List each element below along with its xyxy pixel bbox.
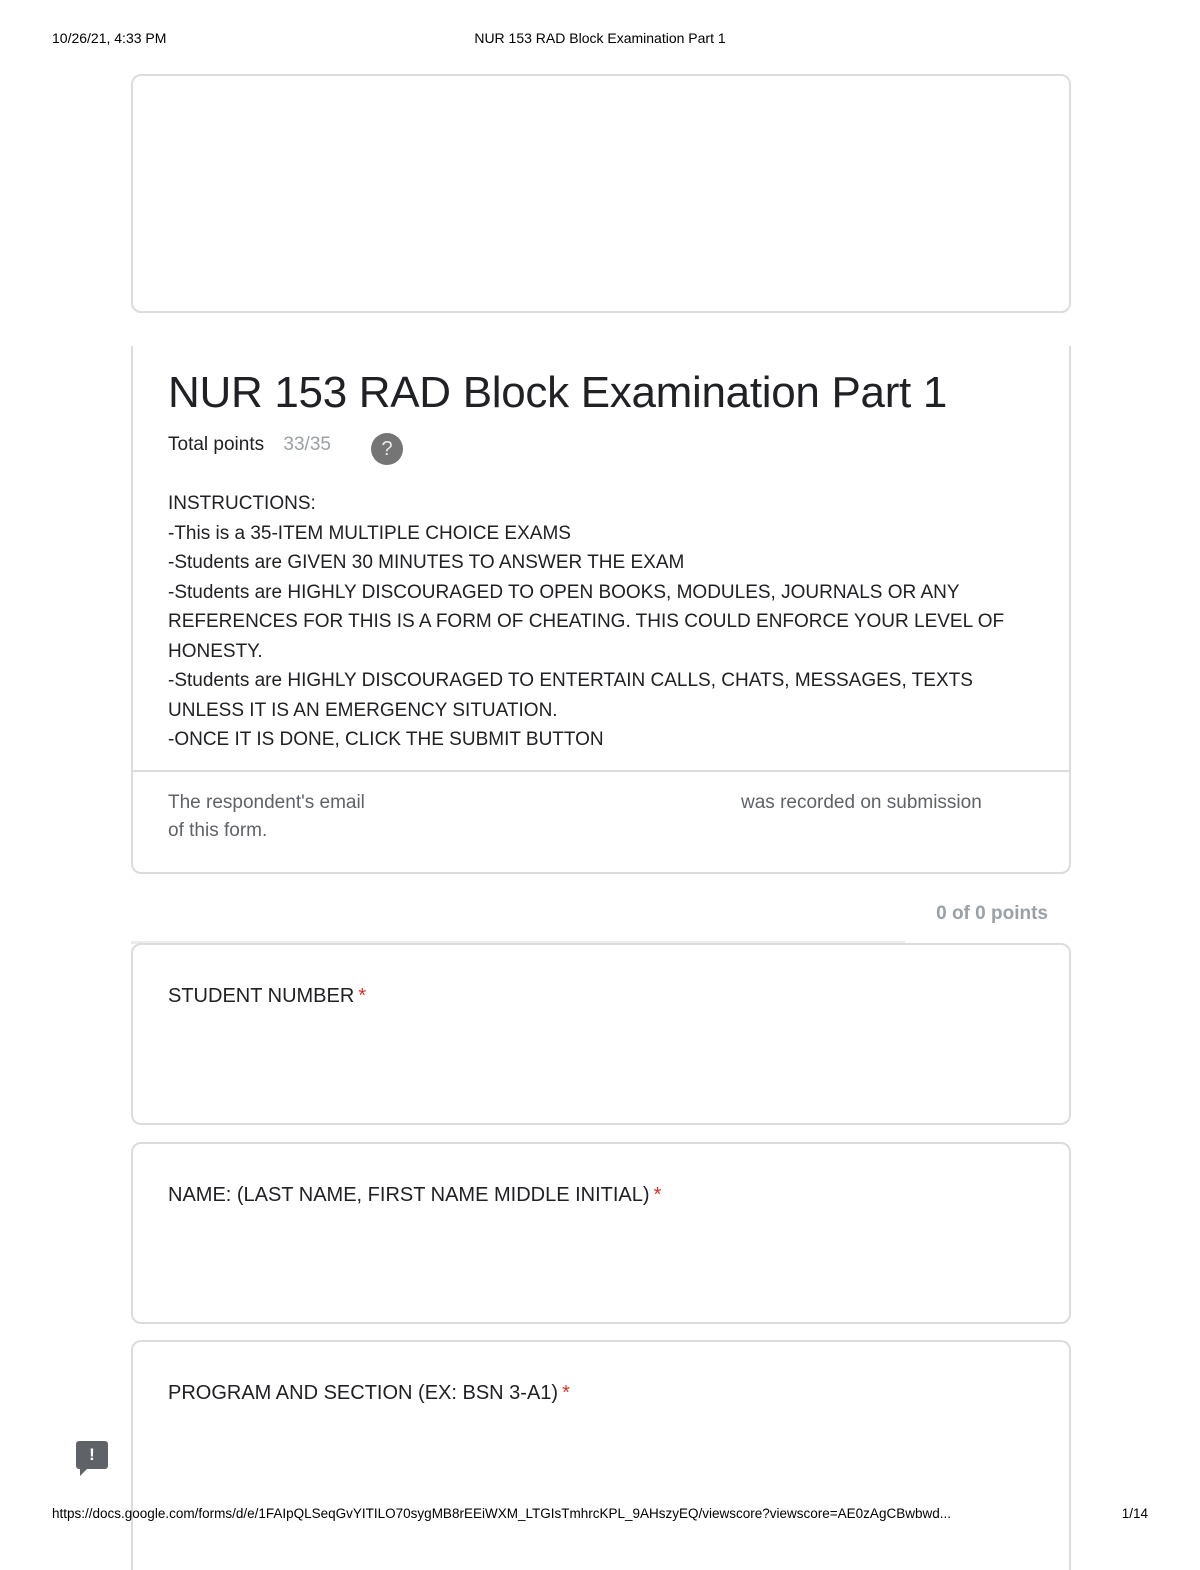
help-icon[interactable]: ?	[371, 433, 403, 465]
question-title	[168, 985, 366, 1008]
form-instructions	[168, 489, 1048, 755]
required-asterisk: *	[562, 1382, 570, 1404]
print-header	[52, 30, 1148, 50]
email-note-left: The respondent's email	[168, 792, 365, 813]
form-title-card	[131, 346, 1071, 874]
email-recorded-note	[168, 789, 1048, 845]
print-url: https://docs.google.com/forms/d/e/1FAIpQLSeqGvYITILO70sygMB8rEEiWXM_LTGIsTmhrcKPL_9AHszyEQ/viewscore?viewscore=AE0zAgCBwbwd...	[52, 1506, 951, 1521]
instruction-line: INSTRUCTIONS:	[168, 493, 316, 514]
question-text: PROGRAM AND SECTION (EX: BSN 3-A1)	[168, 1382, 559, 1404]
question-text: STUDENT NUMBER	[168, 985, 355, 1007]
instruction-line: -This is a 35-ITEM MULTIPLE CHOICE EXAMS	[168, 522, 571, 544]
instruction-line: -Students are GIVEN 30 MINUTES TO ANSWER THE EXAM	[168, 552, 685, 573]
card-divider	[133, 770, 1069, 772]
form-title: NUR 153 RAD Block Examination Part 1	[168, 368, 948, 417]
feedback-icon[interactable]: !	[76, 1441, 108, 1469]
question-text: NAME: (LAST NAME, FIRST NAME MIDDLE INITIAL)	[168, 1184, 650, 1206]
total-points-label: Total points	[168, 434, 265, 455]
question-title	[168, 1382, 570, 1405]
required-asterisk: *	[653, 1184, 662, 1206]
question-program-section	[131, 1340, 1071, 1570]
total-points-value: 33/35	[283, 434, 331, 455]
total-points	[168, 434, 331, 456]
question-name	[131, 1142, 1071, 1324]
question-student-number	[131, 943, 1071, 1125]
instruction-line: -ONCE IT IS DONE, CLICK THE SUBMIT BUTTON	[168, 729, 604, 750]
question-title	[168, 1184, 661, 1207]
instruction-line: -Students are HIGHLY DISCOURAGED TO ENTERTAIN CALLS, CHATS, MESSAGES, TEXTS UNLESS IT IS AN EMERGENCY SITUATION.	[168, 670, 973, 721]
print-footer	[52, 1506, 1148, 1526]
section-points: 0 of 0 points	[936, 903, 1048, 924]
print-datetime: 10/26/21, 4:33 PM	[52, 30, 167, 46]
form-header-banner	[131, 74, 1071, 313]
print-doc-title: NUR 153 RAD Block Examination Part 1	[474, 30, 726, 46]
instruction-line: -Students are HIGHLY DISCOURAGED TO OPEN BOOKS, MODULES, JOURNALS OR ANY REFERENCES FOR THIS IS A FORM OF CHEATING. THIS COULD ENFORCE YOUR LEVEL OF HONESTY.	[168, 581, 1005, 662]
email-note-right: was recorded on submission	[741, 792, 982, 813]
required-asterisk: *	[358, 985, 367, 1007]
print-page-number: 1/14	[1121, 1506, 1148, 1521]
email-note-end: of this form.	[168, 820, 268, 841]
